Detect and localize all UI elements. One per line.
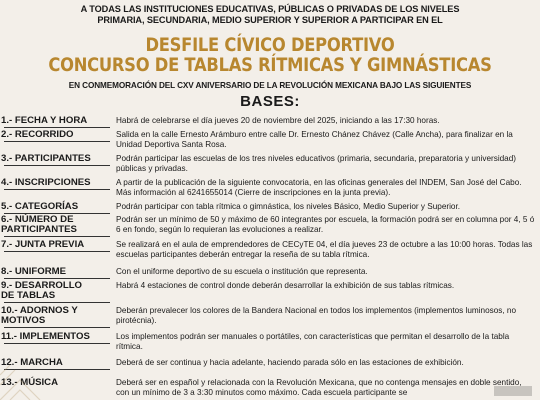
subtitle: EN CONMEMORACIÓN DEL CXV ANIVERSARIO DE LA REVOLUCIÓN MEXICANA BAJO LAS SIGUIENTES bbox=[68, 81, 472, 90]
divider bbox=[4, 165, 110, 166]
base-text: Podrán ser un mínimo de 50 y máximo de 60 integrantes por escuela, la formación podrá ser en columna por 4, 5 ó 6 en fondo, según lo requieran las evoluciones a realizar. bbox=[116, 215, 535, 235]
base-text: A partir de la publicación de la siguiente convocatoria, en las oficinas generales del INDEM, San José del Cabo. Más información al 6241655014 (Cierre de inscripciones en la junta previa). bbox=[116, 178, 522, 198]
title-line-2: CONCURSO DE TABLAS RÍTMICAS Y GIMNÁSTICAS bbox=[48, 54, 492, 76]
divider bbox=[4, 236, 110, 237]
base-item bbox=[0, 202, 540, 216]
base-label: 3.- PARTICIPANTES bbox=[1, 153, 91, 164]
base-label-line-2: DE TABLAS bbox=[1, 290, 56, 301]
base-label bbox=[1, 306, 109, 326]
base-label: 4.- INSCRIPCIONES bbox=[1, 177, 91, 188]
base-text: Deberán prevalecer los colores de la Bandera Nacional en todos los implementos (implementos luminosos, no pirotécnia). bbox=[116, 306, 517, 326]
base-item bbox=[0, 214, 540, 235]
divider bbox=[4, 302, 110, 303]
base-item bbox=[0, 153, 540, 174]
base-text: Con el uniforme deportivo de su escuela o institución que representa. bbox=[116, 267, 368, 276]
base-label: 1.- FECHA Y HORA bbox=[1, 115, 88, 126]
base-text: Podrán participar las escuelas de los tres niveles educativos (primaria, secundaria, preparatoria y universidad) públicas y privadas. bbox=[116, 154, 517, 174]
base-label: 7.- JUNTA PREVIA bbox=[1, 239, 85, 250]
divider bbox=[4, 343, 110, 344]
divider bbox=[4, 189, 110, 190]
base-text: Deberá de ser continua y hacia adelante, haciendo parada sólo en las estaciones de exhibición. bbox=[116, 358, 464, 367]
title-line-1: DESFILE CÍVICO DEPORTIVO bbox=[145, 34, 395, 56]
base-label: 8.- UNIFORME bbox=[1, 266, 67, 277]
divider bbox=[4, 369, 110, 370]
base-label-line-2: MOTIVOS bbox=[1, 315, 46, 326]
base-label: 11.- IMPLEMENTOS bbox=[1, 331, 90, 342]
base-text: Deberá ser en español y relacionada con la Revolución Mexicana, que no contenga mensajes en doble sentido, con un mínimo de 3 a 3:30 minutos como máximo. Cada escuela participante se bbox=[116, 378, 522, 398]
divider bbox=[4, 127, 110, 128]
base-label-line-1: 10.- ADORNOS Y bbox=[1, 305, 78, 316]
base-label-line-2: PARTICIPANTES bbox=[1, 224, 77, 235]
base-label-line-1: 9.- DESARROLLO bbox=[1, 280, 83, 291]
base-item bbox=[0, 305, 540, 326]
base-label bbox=[1, 281, 109, 301]
divider bbox=[4, 327, 110, 328]
intro-line-1: A TODAS LAS INSTITUCIONES EDUCATIVAS, PÚBLICAS O PRIVADAS DE LOS NIVELES bbox=[80, 4, 460, 14]
base-item bbox=[0, 331, 540, 352]
base-label: 13.- MÚSICA bbox=[1, 377, 59, 388]
intro-line-2: PRIMARIA, SECUNDARIA, MEDIO SUPERIOR Y SUPERIOR A PARTICIPAR EN EL bbox=[97, 15, 443, 25]
base-text: Habrá de celebrarse el día jueves 20 de noviembre del 2025, iniciando a las 17:30 horas. bbox=[116, 116, 440, 125]
base-item bbox=[0, 377, 540, 398]
bases-heading: BASES: bbox=[240, 93, 300, 110]
base-text: Habrá 4 estaciones de control donde deberán desarrollar la exhibición de sus tablas rítmicas. bbox=[116, 281, 455, 290]
base-item bbox=[0, 116, 540, 130]
base-text: Los implementos podrán ser manuales o portátiles, con características que permitan el desarrollo de la tabla rítmica. bbox=[116, 332, 510, 352]
base-item bbox=[0, 267, 540, 281]
base-item bbox=[0, 239, 540, 260]
base-label: 5.- CATEGORÍAS bbox=[1, 201, 79, 212]
intro-text bbox=[0, 4, 540, 26]
base-label bbox=[1, 215, 109, 235]
base-item bbox=[0, 129, 540, 150]
base-label: 12.- MARCHA bbox=[1, 357, 63, 368]
base-label: 2.- RECORRIDO bbox=[1, 129, 74, 140]
base-text: Se realizará en el aula de emprendedores de CECyTE 04, el día jueves 23 de octubre a las 10:00 horas. Todas las escuelas participantes deberán entregar la reseña de su tabla rítmica. bbox=[116, 240, 533, 260]
base-item bbox=[0, 177, 540, 198]
base-text: Salida en la calle Ernesto Arámburo entre calle Dr. Ernesto Chánez Chávez (Calle Ancha), para finalizar en la Unidad Deportiva Santa Rosa. bbox=[116, 130, 513, 150]
divider bbox=[4, 251, 110, 252]
logo-mark bbox=[494, 386, 532, 396]
base-label-line-1: 6.- NÚMERO DE bbox=[1, 214, 74, 225]
base-item bbox=[0, 358, 540, 372]
base-item bbox=[0, 280, 540, 301]
divider bbox=[4, 141, 110, 142]
divider bbox=[4, 278, 110, 279]
base-text: Podrán participar con tabla rítmica o gimnástica, los niveles Básico, Medio Superior y Superior. bbox=[116, 202, 461, 211]
